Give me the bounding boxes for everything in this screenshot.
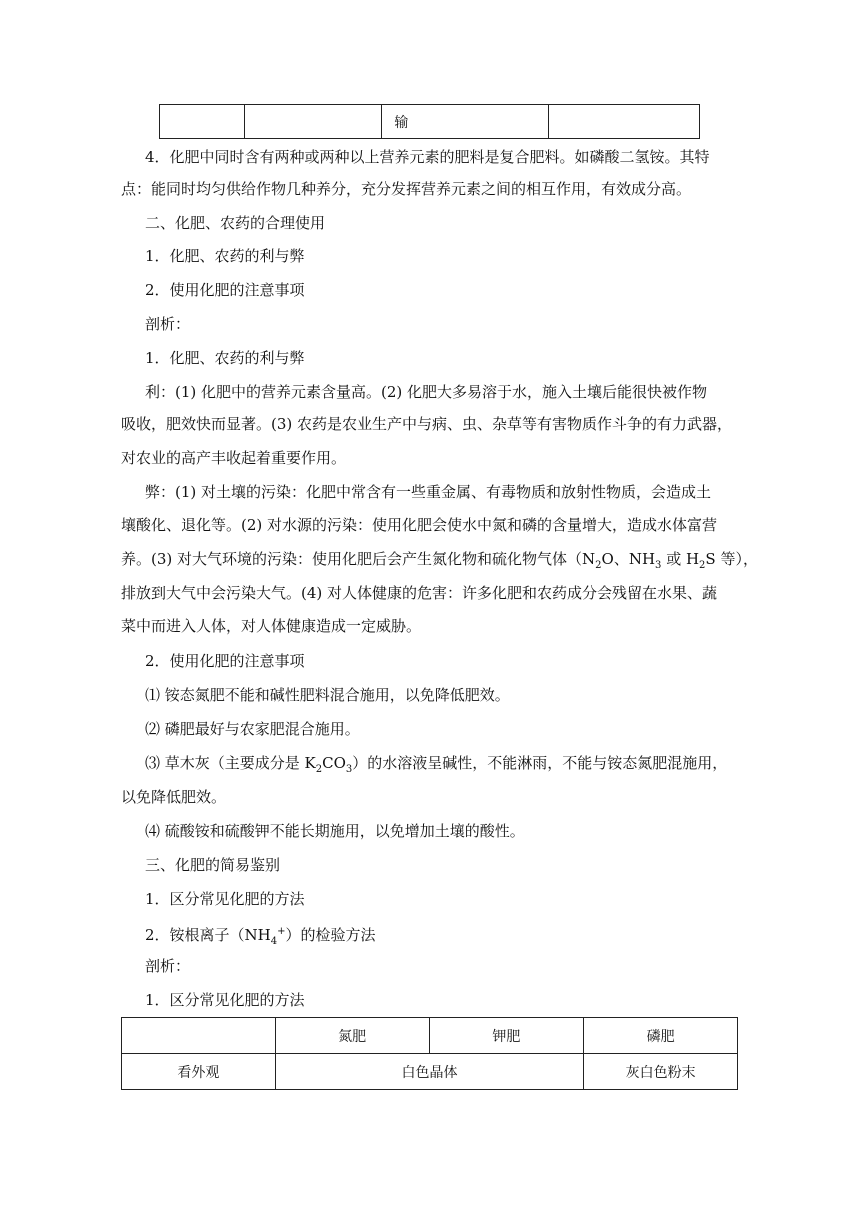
list-item: 1．化肥、农药的利与弊 <box>145 247 305 265</box>
table-header-cell: 磷肥 <box>584 1018 738 1054</box>
paragraph-line: 吸收，肥效快而显著。(3) 农药是农业生产中与病、虫、杂草等有害物质作斗争的有力武器， <box>121 415 733 433</box>
subheading: 2．使用化肥的注意事项 <box>145 652 305 670</box>
table-row-label: 看外观 <box>122 1054 276 1090</box>
analysis-label: 剖析： <box>145 957 191 975</box>
list-item: 2．使用化肥的注意事项 <box>145 281 305 299</box>
fertilizer-comparison-table <box>121 1017 738 1090</box>
table-cell <box>244 105 382 139</box>
list-item: ⑷ 硫酸铵和硫酸钾不能长期施用，以免增加土壤的酸性。 <box>145 822 525 840</box>
list-item: ⑶ 草木灰（主要成分是 $K_2CO_3$）的水溶液呈碱性，不能淋雨，不能与铵态氮肥混施用， <box>145 754 728 775</box>
subheading: 1．化肥、农药的利与弊 <box>145 349 305 367</box>
paragraph-line: 以免降低肥效。 <box>121 788 227 806</box>
table-row <box>122 1054 738 1090</box>
paragraph-line: 点：能同时均匀供给作物几种养分，充分发挥营养元素之间的相互作用，有效成分高。 <box>121 180 692 198</box>
paragraph-line: 4．化肥中同时含有两种或两种以上营养元素的肥料是复合肥料。如磷酸二氢铵。其特 <box>145 148 710 166</box>
paragraph-line: 养。(3) 对大气环境的污染：使用化肥后会产生氮化物和硫化物气体（$N_2O$、$NH_3$ 或 $H_2S$ 等）， <box>121 550 758 571</box>
table-cell: 输 <box>382 105 548 139</box>
subheading: 1．区分常见化肥的方法 <box>145 991 305 1009</box>
paragraph-line: 菜中而进入人体，对人体健康造成一定威胁。 <box>121 617 422 635</box>
list-item: ⑴ 铵态氮肥不能和碱性肥料混合施用，以免降低肥效。 <box>145 686 510 704</box>
analysis-label: 剖析： <box>145 315 191 333</box>
paragraph-line: 壤酸化、退化等。(2) 对水源的污染：使用化肥会使水中氮和磷的含量增大，造成水体富营 <box>121 516 718 534</box>
table-header-cell: 钾肥 <box>429 1018 584 1054</box>
top-table-fragment <box>159 104 700 139</box>
table-header-cell <box>122 1018 276 1054</box>
section-heading: 二、化肥、农药的合理使用 <box>145 214 326 232</box>
table-row <box>160 105 700 139</box>
list-item: 2．铵根离子$(NH_4^+)$的检验方法 <box>145 926 376 947</box>
table-cell <box>160 105 245 139</box>
table-cell <box>548 105 699 139</box>
table-header-cell: 氮肥 <box>275 1018 429 1054</box>
paragraph-line: 对农业的高产丰收起着重要作用。 <box>121 449 347 467</box>
table-header-row <box>122 1018 738 1054</box>
paragraph-line: 弊：(1) 对土壤的污染：化肥中常含有一些重金属、有毒物质和放射性物质，会造成土 <box>145 483 712 501</box>
table-cell: 白色晶体 <box>275 1054 583 1090</box>
list-item: ⑵ 磷肥最好与农家肥混合施用。 <box>145 720 360 738</box>
table-cell: 灰白色粉末 <box>584 1054 738 1090</box>
paragraph-line: 利：(1) 化肥中的营养元素含量高。(2) 化肥大多易溶于水，施入土壤后能很快被作物 <box>145 383 708 401</box>
list-item: 1．区分常见化肥的方法 <box>145 890 305 908</box>
paragraph-line: 排放到大气中会污染大气。(4) 对人体健康的危害：许多化肥和农药成分会残留在水果、蔬 <box>121 584 718 602</box>
section-heading: 三、化肥的简易鉴别 <box>145 856 281 874</box>
